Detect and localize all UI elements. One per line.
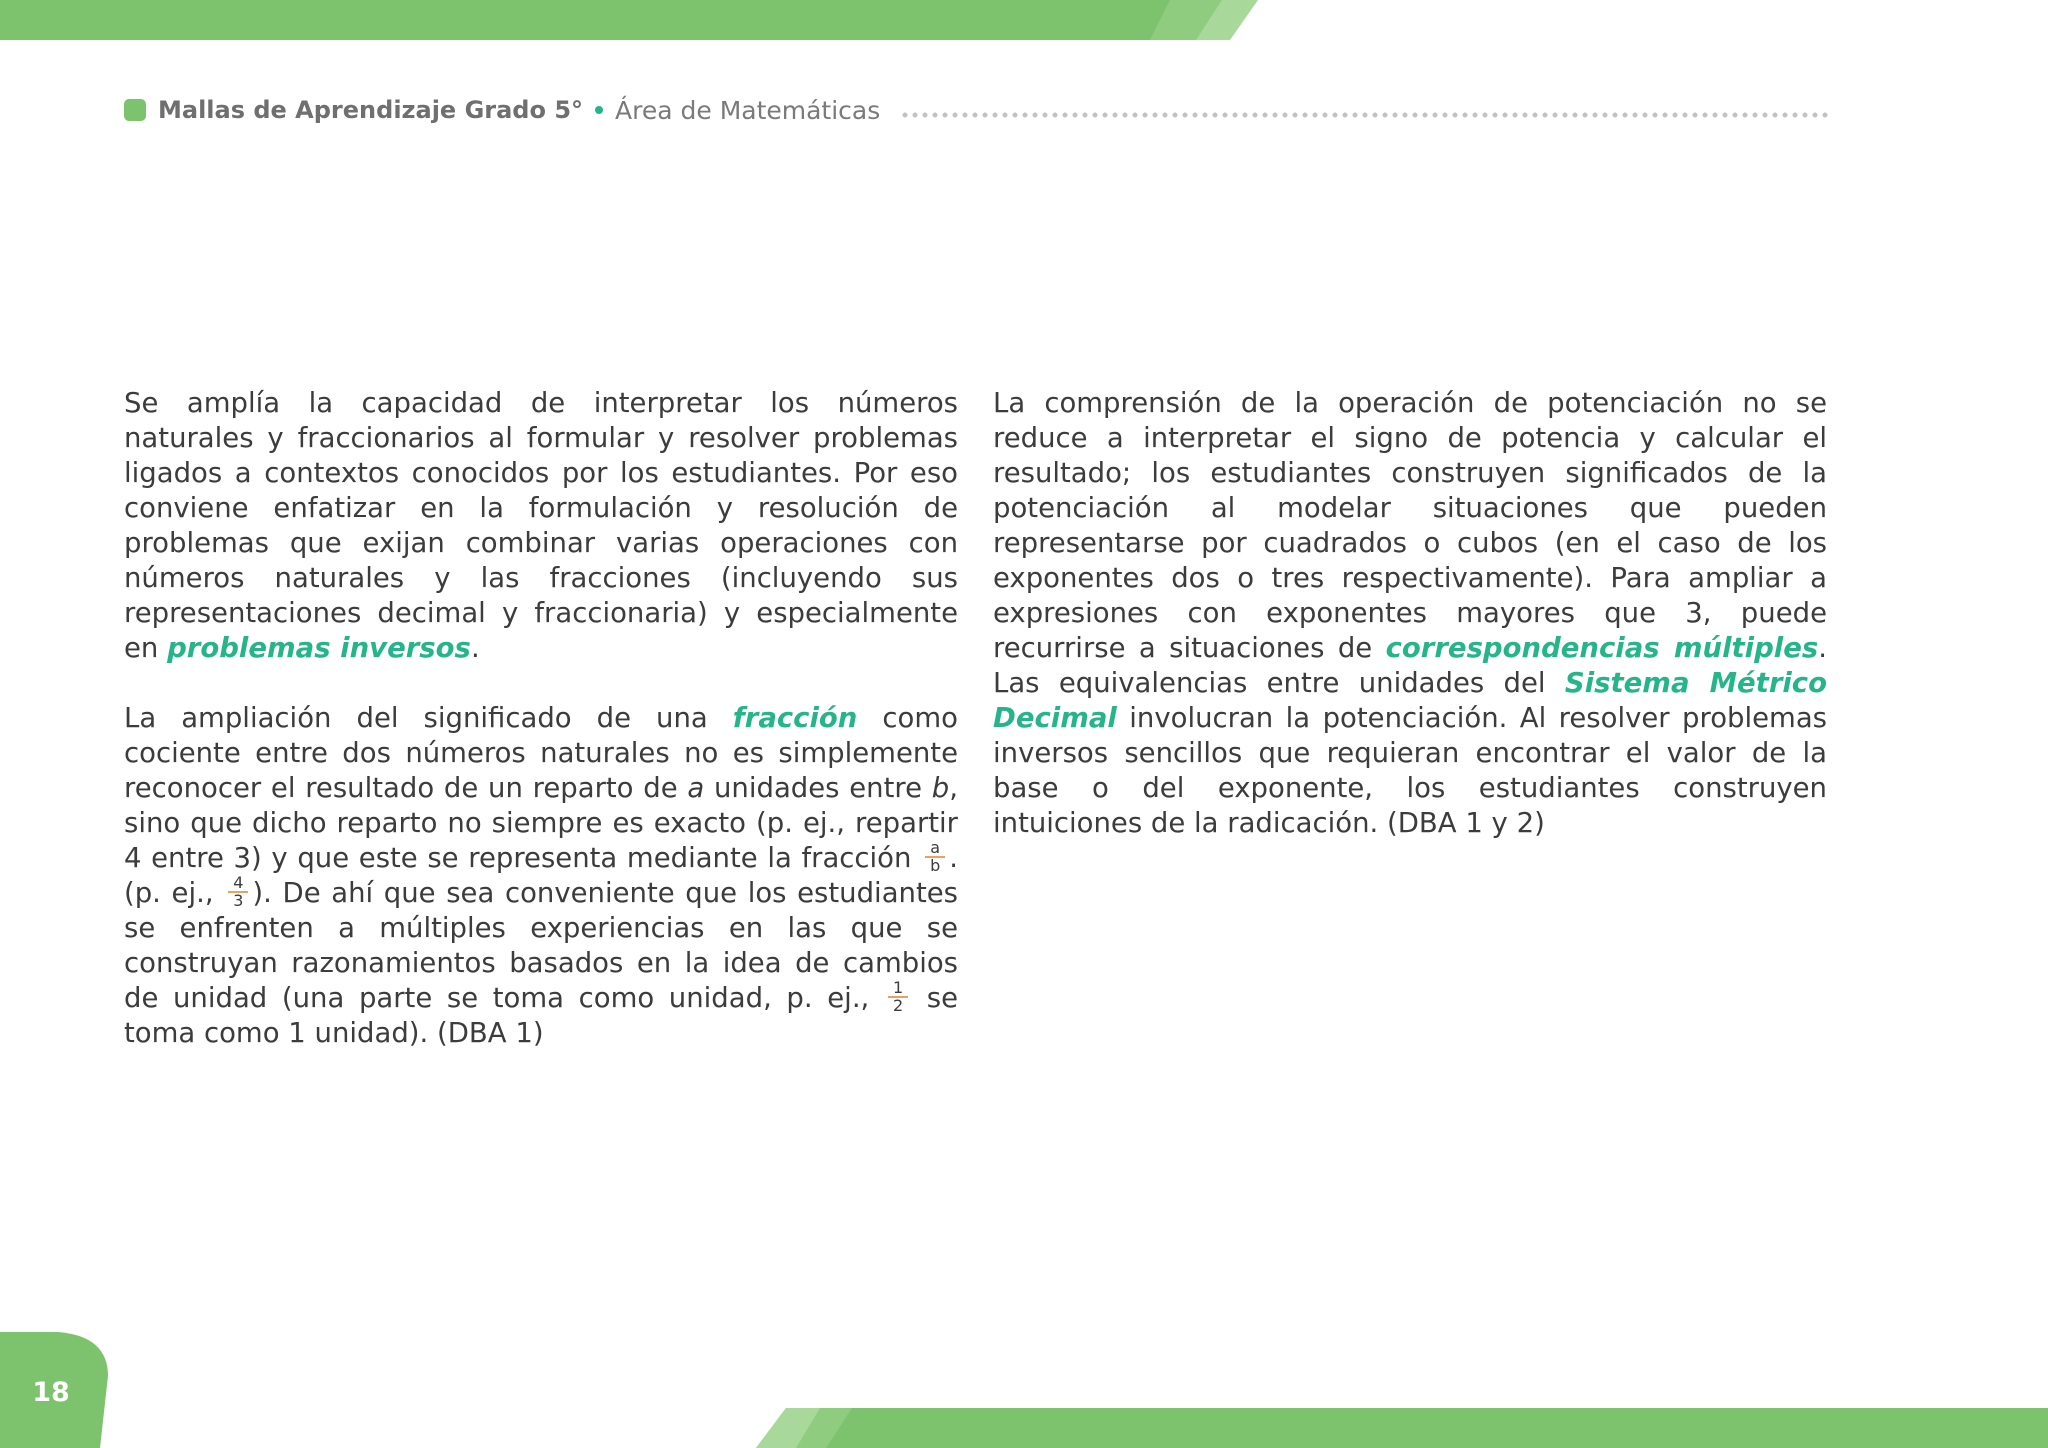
text-run: unidades entre [704,772,932,804]
running-header [124,90,1830,130]
variable-b: b [931,772,950,804]
top-green-band [0,0,2048,40]
header-dotted-leader [900,112,1830,118]
variable-a: a [687,772,705,804]
text-run: . (p. ej., [124,842,958,909]
text-run: La comprensión de la operación de potenciación no se reduce a interpretar el signo de potencia y calcular el resultado; los estudiantes construyen significados de la potenciación al modelar situaciones que pueden representarse por cuadrados o cubos (en el caso de los exponentes dos o tres respectivamente). Para ampliar a expresiones con exponentes mayores que 3, puede recurrirse a situaciones de [993,387,1827,664]
text-run: involucran la potenciación. Al resolver problemas inversos sencillos que requieran encontrar el valor de la base o del exponente, los estudiantes construyen intuiciones de la radicación. (DBA 1 y 2) [993,702,1827,839]
text-run: Se amplía la capacidad de interpretar los números naturales y fraccionarios al formular y resolver problemas ligados a contextos conocidos por los estudiantes. Por eso conviene enfatizar en la formulación y resolución de problemas que exijan combinar varias operaciones con números naturales y las fracciones (incluyendo sus representaciones decimal y fraccionaria) y especialmente en [124,387,958,664]
left-column [124,386,958,1051]
bottom-green-band [0,1408,2048,1448]
text-run: La ampliación del significado de una [124,702,733,734]
fraction-numerator: 1 [888,980,908,998]
right-column [993,386,1827,841]
fraction-1-over-2 [888,980,908,1014]
paragraph-numeros-naturales [124,386,958,666]
text-run: , sino que dicho reparto no siempre es exacto (p. ej., repartir 4 entre 3) y que este se representa mediante la fracción [124,772,958,874]
text-run: como cociente entre dos números naturales no es simplemente reconocer el resultado de un reparto de [124,702,958,804]
fraction-denominator: 3 [233,891,244,910]
header-square-icon [124,99,146,121]
page-number: 18 [32,1377,70,1408]
fraction-a-over-b [925,840,945,874]
text-run: . Las equivalencias entre unidades del [993,632,1827,699]
header-bullet-icon [595,106,603,114]
paragraph-potenciacion [993,386,1827,841]
fraction-numerator: a [925,840,945,858]
text-run: se toma como 1 unidad). (DBA 1) [124,982,958,1049]
header-title: Mallas de Aprendizaje Grado 5° [158,96,584,124]
highlight-sistema-metrico-decimal: Sistema Métrico Decimal [993,667,1827,734]
highlight-problemas-inversos: problemas inversos [167,632,471,664]
text-run: ). De ahí que sea conveniente que los estudiantes se enfrenten a múltiples experiencias en las que se construyan razonamientos basados en la idea de cambios de unidad (una parte se toma como unidad, p. ej., [124,877,959,1014]
text-run: . [470,632,480,664]
highlight-correspondencias-multiples: correspondencias múltiples [1385,632,1819,664]
fraction-denominator: 2 [892,996,904,1015]
fraction-4-over-3 [228,875,248,909]
paragraph-fraccion [124,701,958,1051]
fraction-denominator: b [930,856,941,875]
fraction-numerator: 4 [228,875,248,893]
highlight-fraccion: fracción [732,702,858,734]
header-area: Área de Matemáticas [615,95,881,125]
